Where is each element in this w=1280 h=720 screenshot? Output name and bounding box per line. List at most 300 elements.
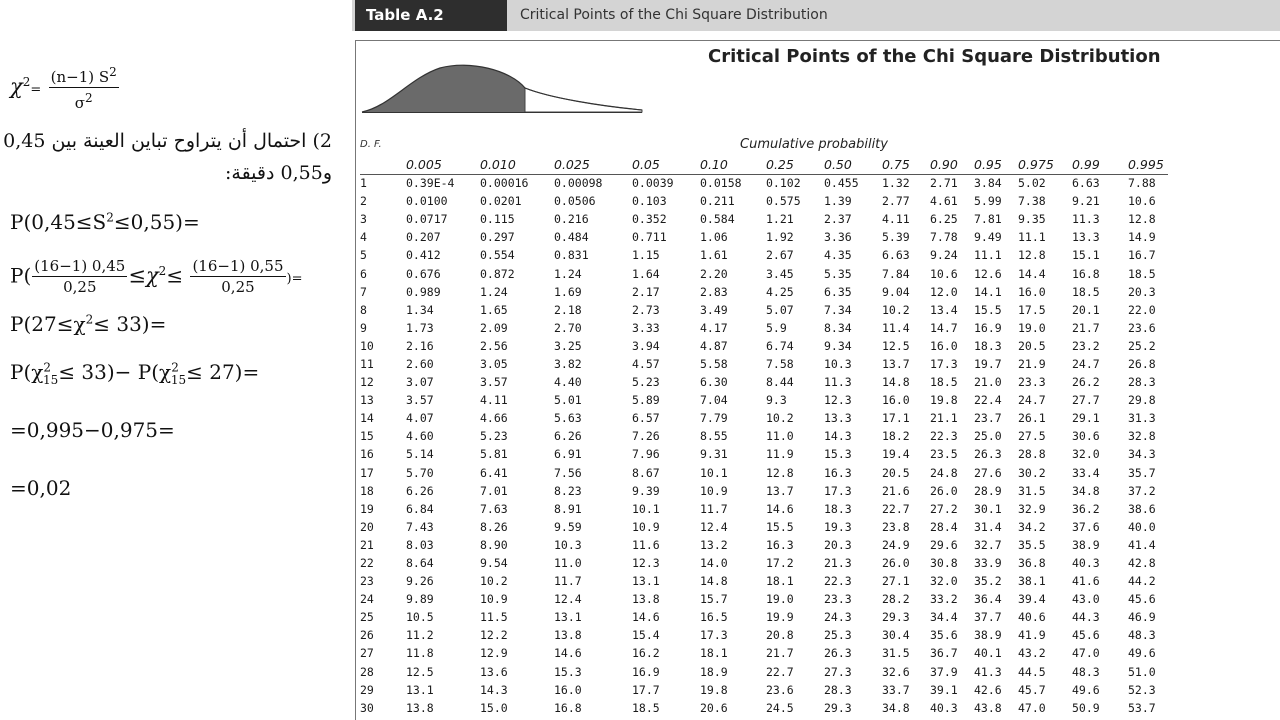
critical-value-cell: 9.31 [700, 447, 728, 462]
critical-value-cell: 19.4 [882, 447, 910, 462]
critical-value-cell: 8.55 [700, 429, 728, 444]
critical-value-cell: 12.4 [700, 519, 728, 534]
critical-value-cell: 4.66 [480, 411, 508, 426]
critical-value-cell: 32.6 [882, 664, 910, 679]
critical-value-cell: 12.4 [554, 592, 582, 607]
critical-value-cell: 18.5 [1072, 284, 1100, 299]
critical-value-cell: 2.18 [554, 302, 582, 317]
critical-value-cell: 3.49 [700, 302, 728, 317]
critical-value-cell: 7.88 [1128, 176, 1156, 191]
critical-value-cell: 1.92 [766, 230, 794, 245]
critical-value-cell: 3.82 [554, 356, 582, 371]
critical-value-cell: 45.6 [1072, 628, 1100, 643]
critical-value-cell: 34.2 [1018, 519, 1046, 534]
critical-value-cell: 25.3 [824, 628, 852, 643]
critical-value-cell: 14.3 [824, 429, 852, 444]
critical-value-cell: 7.26 [632, 429, 660, 444]
critical-value-cell: 10.3 [554, 537, 582, 552]
critical-value-cell: 13.3 [1072, 230, 1100, 245]
critical-value-cell: 11.1 [1018, 230, 1046, 245]
critical-value-cell: 49.6 [1072, 682, 1100, 697]
critical-value-cell: 4.07 [406, 411, 434, 426]
df-cell: 7 [360, 284, 367, 299]
critical-value-cell: 19.0 [766, 592, 794, 607]
critical-value-cell: 23.5 [930, 447, 958, 462]
critical-value-cell: 13.2 [700, 537, 728, 552]
critical-value-cell: 0.0100 [406, 194, 448, 209]
critical-value-cell: 0.831 [554, 248, 589, 263]
critical-value-cell: 5.39 [882, 230, 910, 245]
critical-value-cell: 29.8 [1128, 393, 1156, 408]
critical-value-cell: 30.1 [974, 501, 1002, 516]
critical-value-cell: 17.3 [930, 356, 958, 371]
table-row [360, 264, 1168, 282]
critical-value-cell: 9.39 [632, 483, 660, 498]
critical-value-cell: 13.8 [632, 592, 660, 607]
critical-value-cell: 17.3 [700, 628, 728, 643]
cumulative-probability-label: Cumulative probability [740, 137, 888, 152]
critical-value-cell: 4.35 [824, 248, 852, 263]
table-row [360, 518, 1168, 536]
critical-value-cell: 15.0 [480, 700, 508, 715]
critical-value-cell: 19.3 [824, 519, 852, 534]
critical-value-cell: 29.3 [882, 610, 910, 625]
critical-value-cell: 26.0 [882, 556, 910, 571]
critical-value-cell: 30.8 [930, 556, 958, 571]
critical-value-cell: 2.71 [930, 176, 958, 191]
critical-value-cell: 35.5 [1018, 537, 1046, 552]
critical-value-cell: 21.0 [974, 375, 1002, 390]
critical-value-cell: 38.9 [974, 628, 1002, 643]
critical-value-cell: 37.9 [930, 664, 958, 679]
critical-value-cell: 6.84 [406, 501, 434, 516]
critical-value-cell: 19.9 [766, 610, 794, 625]
table-row [360, 536, 1168, 554]
table-row [360, 699, 1168, 717]
critical-value-cell: 9.34 [824, 338, 852, 353]
critical-value-cell: 0.352 [632, 212, 667, 227]
critical-value-cell: 10.2 [766, 411, 794, 426]
critical-value-cell: 9.24 [930, 248, 958, 263]
critical-value-cell: 8.91 [554, 501, 582, 516]
critical-value-cell: 17.3 [824, 483, 852, 498]
critical-value-cell: 11.3 [824, 375, 852, 390]
critical-value-cell: 10.1 [700, 465, 728, 480]
table-row [360, 500, 1168, 518]
critical-value-cell: 0.455 [824, 176, 859, 191]
critical-value-cell: 22.0 [1128, 302, 1156, 317]
df-cell: 23 [360, 574, 374, 589]
critical-value-cell: 0.102 [766, 176, 801, 191]
critical-value-cell: 15.3 [554, 664, 582, 679]
critical-value-cell: 0.584 [700, 212, 735, 227]
critical-value-cell: 5.14 [406, 447, 434, 462]
table-row [360, 608, 1168, 626]
formula-fraction: $\frac{(n-1) S^2}{\sigma^2}$ [50, 65, 117, 112]
critical-value-cell: 11.1 [974, 248, 1002, 263]
critical-value-cell: 6.26 [406, 483, 434, 498]
critical-value-cell: 19.8 [930, 393, 958, 408]
critical-value-cell: 26.2 [1072, 375, 1100, 390]
critical-value-cell: 40.3 [930, 700, 958, 715]
probability-column-header: 0.010 [480, 157, 516, 173]
critical-value-cell: 1.65 [480, 302, 508, 317]
probability-line-3: $P(27\le\chi^2\le 33)=$ [10, 312, 167, 336]
critical-value-cell: 41.3 [974, 664, 1002, 679]
critical-value-cell: 9.49 [974, 230, 1002, 245]
table-row [360, 590, 1168, 608]
critical-value-cell: 12.8 [766, 465, 794, 480]
critical-value-cell: 3.57 [406, 393, 434, 408]
critical-value-cell: 2.37 [824, 212, 852, 227]
probability-column-header: 0.975 [1018, 157, 1054, 173]
critical-value-cell: 0.207 [406, 230, 441, 245]
critical-value-cell: 1.61 [700, 248, 728, 263]
critical-value-cell: 22.3 [824, 574, 852, 589]
slide-text-panel [0, 0, 350, 720]
critical-value-cell: 15.1 [1072, 248, 1100, 263]
critical-value-cell: 4.87 [700, 338, 728, 353]
critical-value-cell: 1.39 [824, 194, 852, 209]
critical-value-cell: 40.0 [1128, 519, 1156, 534]
critical-value-cell: 18.5 [1128, 266, 1156, 281]
critical-value-cell: 10.9 [480, 592, 508, 607]
critical-value-cell: 25.2 [1128, 338, 1156, 353]
critical-value-cell: 24.7 [1018, 393, 1046, 408]
critical-value-cell: 13.6 [480, 664, 508, 679]
table-header-title: Critical Points of the Chi Square Distribution [520, 7, 828, 23]
df-cell: 6 [360, 266, 367, 281]
critical-value-cell: 6.63 [1072, 176, 1100, 191]
critical-value-cell: 2.56 [480, 338, 508, 353]
critical-value-cell: 3.84 [974, 176, 1002, 191]
critical-value-cell: 6.57 [632, 411, 660, 426]
critical-value-cell: 47.0 [1072, 646, 1100, 661]
critical-value-cell: 18.3 [824, 501, 852, 516]
critical-value-cell: 8.23 [554, 483, 582, 498]
critical-value-cell: 4.40 [554, 375, 582, 390]
critical-value-cell: 24.3 [824, 610, 852, 625]
critical-value-cell: 53.7 [1128, 700, 1156, 715]
critical-value-cell: 11.0 [554, 556, 582, 571]
critical-value-cell: 20.5 [882, 465, 910, 480]
critical-value-cell: 13.7 [766, 483, 794, 498]
critical-value-cell: 41.9 [1018, 628, 1046, 643]
critical-value-cell: 7.43 [406, 519, 434, 534]
df-cell: 3 [360, 212, 367, 227]
critical-value-cell: 10.2 [882, 302, 910, 317]
critical-value-cell: 12.8 [1128, 212, 1156, 227]
critical-value-cell: 14.4 [1018, 266, 1046, 281]
critical-value-cell: 0.297 [480, 230, 515, 245]
critical-value-cell: 36.2 [1072, 501, 1100, 516]
critical-value-cell: 4.17 [700, 320, 728, 335]
critical-value-cell: 5.58 [700, 356, 728, 371]
critical-value-cell: 2.16 [406, 338, 434, 353]
critical-value-cell: 19.0 [1018, 320, 1046, 335]
critical-value-cell: 31.4 [974, 519, 1002, 534]
critical-value-cell: 15.5 [974, 302, 1002, 317]
critical-value-cell: 0.676 [406, 266, 441, 281]
critical-value-cell: 3.25 [554, 338, 582, 353]
probability-column-header: 0.995 [1128, 157, 1164, 173]
df-cell: 4 [360, 230, 367, 245]
critical-value-cell: 27.7 [1072, 393, 1100, 408]
critical-value-cell: 36.4 [974, 592, 1002, 607]
probability-column-header: 0.10 [700, 157, 728, 173]
probability-column-header: 0.005 [406, 157, 442, 173]
critical-value-cell: 10.9 [632, 519, 660, 534]
critical-value-cell: 19.8 [700, 682, 728, 697]
critical-value-cell: 0.216 [554, 212, 589, 227]
table-row [360, 246, 1168, 264]
critical-value-cell: 6.35 [824, 284, 852, 299]
critical-value-cell: 52.3 [1128, 682, 1156, 697]
critical-value-cell: 21.3 [824, 556, 852, 571]
critical-value-cell: 3.45 [766, 266, 794, 281]
critical-value-cell: 11.9 [766, 447, 794, 462]
critical-value-cell: 15.4 [632, 628, 660, 643]
probability-result: =0,02 [10, 476, 72, 500]
critical-value-cell: 1.15 [632, 248, 660, 263]
critical-value-cell: 5.89 [632, 393, 660, 408]
critical-value-cell: 12.2 [480, 628, 508, 643]
critical-value-cell: 13.8 [406, 700, 434, 715]
critical-value-cell: 18.3 [974, 338, 1002, 353]
critical-value-cell: 11.2 [406, 628, 434, 643]
critical-value-cell: 40.6 [1018, 610, 1046, 625]
critical-value-cell: 6.26 [554, 429, 582, 444]
critical-value-cell: 39.4 [1018, 592, 1046, 607]
critical-value-cell: 14.8 [882, 375, 910, 390]
critical-value-cell: 11.3 [1072, 212, 1100, 227]
critical-value-cell: 18.2 [882, 429, 910, 444]
critical-value-cell: 17.5 [1018, 302, 1046, 317]
critical-value-cell: 26.8 [1128, 356, 1156, 371]
critical-value-cell: 13.1 [406, 682, 434, 697]
critical-value-cell: 3.94 [632, 338, 660, 353]
critical-value-cell: 10.3 [824, 356, 852, 371]
critical-value-cell: 30.2 [1018, 465, 1046, 480]
df-cell: 25 [360, 610, 374, 625]
critical-value-cell: 5.63 [554, 411, 582, 426]
critical-value-cell: 5.9 [766, 320, 787, 335]
probability-column-header: 0.25 [766, 157, 794, 173]
degrees-of-freedom-label: D. F. [360, 139, 382, 150]
critical-value-cell: 14.6 [766, 501, 794, 516]
df-cell: 11 [360, 356, 374, 371]
critical-value-cell: 10.6 [930, 266, 958, 281]
probability-line-2: P( $\frac{(16-1) 0,45}{0,25}$ $\le\chi^2\le$ $\frac{(16-1) 0,55}{0,25}$ )= [10, 257, 303, 296]
critical-value-cell: 29.1 [1072, 411, 1100, 426]
critical-value-cell: 1.24 [554, 266, 582, 281]
table-row [360, 319, 1168, 337]
critical-value-cell: 1.34 [406, 302, 434, 317]
critical-value-cell: 26.1 [1018, 411, 1046, 426]
critical-value-cell: 6.25 [930, 212, 958, 227]
critical-value-cell: 31.5 [882, 646, 910, 661]
critical-value-cell: 29.3 [824, 700, 852, 715]
critical-value-cell: 32.7 [974, 537, 1002, 552]
critical-value-cell: 50.9 [1072, 700, 1100, 715]
critical-value-cell: 16.0 [1018, 284, 1046, 299]
critical-value-cell: 12.5 [882, 338, 910, 353]
critical-value-cell: 9.59 [554, 519, 582, 534]
critical-value-cell: 13.8 [554, 628, 582, 643]
critical-value-cell: 10.5 [406, 610, 434, 625]
df-cell: 17 [360, 465, 374, 480]
critical-value-cell: 5.99 [974, 194, 1002, 209]
critical-value-cell: 0.575 [766, 194, 801, 209]
critical-value-cell: 34.8 [1072, 483, 1100, 498]
critical-value-cell: 11.6 [632, 537, 660, 552]
table-row [360, 482, 1168, 500]
critical-value-cell: 24.8 [930, 465, 958, 480]
critical-value-cell: 16.8 [1072, 266, 1100, 281]
table-row [360, 301, 1168, 319]
df-cell: 2 [360, 194, 367, 209]
table-row [360, 626, 1168, 644]
critical-value-cell: 21.7 [766, 646, 794, 661]
critical-value-cell: 12.5 [406, 664, 434, 679]
critical-value-cell: 35.2 [974, 574, 1002, 589]
critical-value-cell: 17.2 [766, 556, 794, 571]
critical-value-cell: 4.61 [930, 194, 958, 209]
critical-value-cell: 0.39E-4 [406, 176, 455, 191]
critical-value-cell: 5.81 [480, 447, 508, 462]
df-cell: 29 [360, 682, 374, 697]
critical-value-cell: 6.74 [766, 338, 794, 353]
probability-line-1: $P(0,45\le S^2\le 0,55)=$ [10, 210, 200, 234]
probability-column-header: 0.50 [824, 157, 852, 173]
df-cell: 8 [360, 302, 367, 317]
critical-value-cell: 1.69 [554, 284, 582, 299]
critical-value-cell: 30.4 [882, 628, 910, 643]
critical-value-cell: 12.3 [632, 556, 660, 571]
critical-value-cell: 5.23 [632, 375, 660, 390]
critical-value-cell: 20.1 [1072, 302, 1100, 317]
critical-value-cell: 5.70 [406, 465, 434, 480]
critical-value-cell: 7.79 [700, 411, 728, 426]
critical-value-cell: 10.9 [700, 483, 728, 498]
critical-value-cell: 16.9 [974, 320, 1002, 335]
critical-value-cell: 13.7 [882, 356, 910, 371]
critical-value-cell: 12.9 [480, 646, 508, 661]
critical-value-cell: 20.5 [1018, 338, 1046, 353]
critical-value-cell: 15.5 [766, 519, 794, 534]
df-cell: 28 [360, 664, 374, 679]
critical-value-cell: 7.96 [632, 447, 660, 462]
table-row [360, 464, 1168, 482]
df-column-header [360, 156, 406, 174]
critical-value-cell: 11.7 [700, 501, 728, 516]
df-cell: 20 [360, 519, 374, 534]
critical-value-cell: 12.8 [1018, 248, 1046, 263]
df-cell: 19 [360, 501, 374, 516]
critical-value-cell: 41.4 [1128, 537, 1156, 552]
critical-value-cell: 5.07 [766, 302, 794, 317]
critical-value-cell: 31.3 [1128, 411, 1156, 426]
df-cell: 18 [360, 483, 374, 498]
critical-value-cell: 7.01 [480, 483, 508, 498]
critical-value-cell: 0.103 [632, 194, 667, 209]
critical-value-cell: 16.0 [554, 682, 582, 697]
critical-value-cell: 25.0 [974, 429, 1002, 444]
critical-value-cell: 38.9 [1072, 537, 1100, 552]
critical-value-cell: 3.33 [632, 320, 660, 335]
table-row [360, 373, 1168, 391]
critical-value-cell: 37.2 [1128, 483, 1156, 498]
probability-column-header: 0.90 [930, 157, 958, 173]
critical-value-cell: 21.1 [930, 411, 958, 426]
df-cell: 16 [360, 447, 374, 462]
critical-value-cell: 9.54 [480, 556, 508, 571]
critical-value-cell: 30.6 [1072, 429, 1100, 444]
critical-value-cell: 4.60 [406, 429, 434, 444]
critical-value-cell: 0.00098 [554, 176, 603, 191]
table-row [360, 174, 1168, 192]
critical-value-cell: 16.8 [554, 700, 582, 715]
critical-value-cell: 22.3 [930, 429, 958, 444]
critical-value-cell: 0.115 [480, 212, 515, 227]
critical-value-cell: 0.0158 [700, 176, 742, 191]
critical-value-cell: 8.64 [406, 556, 434, 571]
df-cell: 13 [360, 393, 374, 408]
critical-value-cell: 28.3 [1128, 375, 1156, 390]
probability-column-header: 0.05 [632, 157, 660, 173]
critical-value-cell: 36.7 [930, 646, 958, 661]
probability-line-5: =0,995−0,975= [10, 418, 175, 442]
chi-square-table-image [352, 0, 1280, 720]
table-row [360, 391, 1168, 409]
table-row [360, 663, 1168, 681]
df-cell: 14 [360, 411, 374, 426]
critical-value-cell: 2.60 [406, 356, 434, 371]
critical-value-cell: 18.5 [632, 700, 660, 715]
critical-value-cell: 21.7 [1072, 320, 1100, 335]
table-title: Critical Points of the Chi Square Distribution [708, 46, 1161, 67]
critical-value-cell: 14.9 [1128, 230, 1156, 245]
critical-value-cell: 37.6 [1072, 519, 1100, 534]
critical-value-cell: 12.3 [824, 393, 852, 408]
critical-value-cell: 44.2 [1128, 574, 1156, 589]
critical-value-cell: 22.7 [882, 501, 910, 516]
critical-value-cell: 0.0039 [632, 176, 674, 191]
critical-value-cell: 14.1 [974, 284, 1002, 299]
fraction-lower: $\frac{(16-1) 0,45}{0,25}$ [34, 257, 126, 296]
table-row [360, 445, 1168, 463]
df-cell: 9 [360, 320, 367, 335]
critical-value-cell: 28.9 [974, 483, 1002, 498]
probability-column-header: 0.025 [554, 157, 590, 173]
critical-value-cell: 7.84 [882, 266, 910, 281]
critical-value-cell: 34.4 [930, 610, 958, 625]
df-cell: 1 [360, 176, 367, 191]
critical-value-cell: 7.58 [766, 356, 794, 371]
critical-value-cell: 27.1 [882, 574, 910, 589]
table-row [360, 572, 1168, 590]
critical-value-cell: 35.7 [1128, 465, 1156, 480]
critical-value-cell: 48.3 [1128, 628, 1156, 643]
critical-value-cell: 43.8 [974, 700, 1002, 715]
table-row [360, 210, 1168, 228]
table-row [360, 554, 1168, 572]
critical-value-cell: 43.2 [1018, 646, 1046, 661]
critical-value-cell: 33.9 [974, 556, 1002, 571]
critical-value-cell: 4.25 [766, 284, 794, 299]
critical-value-cell: 20.3 [1128, 284, 1156, 299]
critical-value-cell: 2.09 [480, 320, 508, 335]
